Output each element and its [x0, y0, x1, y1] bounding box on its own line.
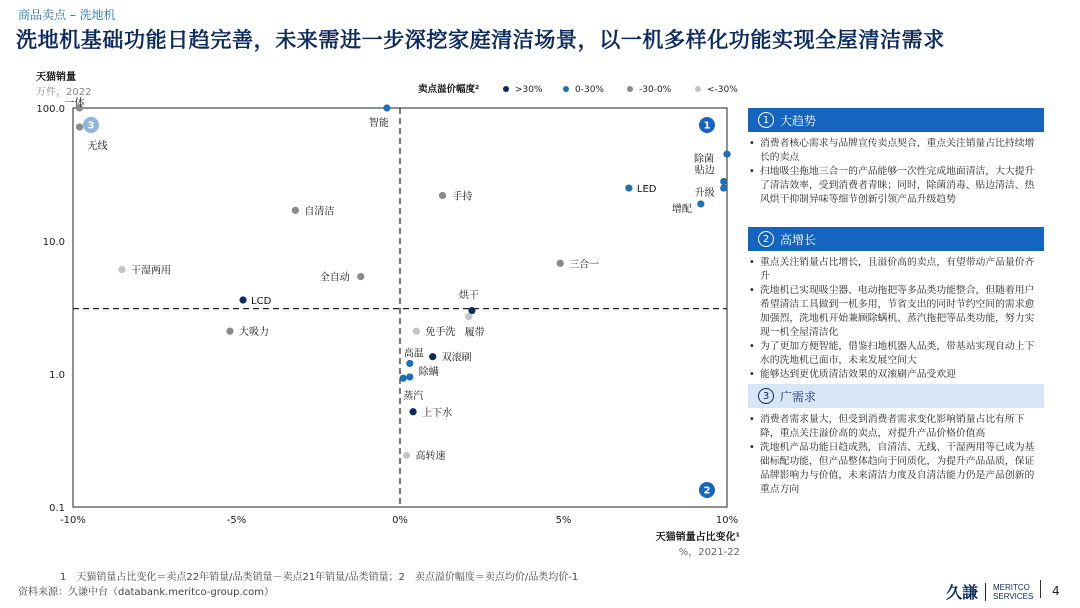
- quadrant-badge-number: 3: [87, 120, 95, 132]
- data-point: [226, 328, 233, 335]
- page-divider: [1040, 580, 1041, 598]
- legend-title: 卖点溢价幅度²: [418, 84, 480, 95]
- logo-english: MERITCO SERVICES: [993, 582, 1034, 601]
- x-tick-label: -10%: [60, 515, 86, 526]
- data-point-label: 双滚刷: [441, 352, 472, 364]
- y-tick-label: 100.0: [36, 104, 65, 115]
- data-point-label: 履带: [464, 327, 485, 339]
- data-point: [465, 313, 472, 320]
- panel-trend-heading: 大趋势: [780, 113, 817, 128]
- legend-marker: [563, 86, 569, 92]
- quadrant-badge-number: 2: [703, 485, 711, 497]
- data-point-label: 高转速: [415, 451, 446, 463]
- data-point-label: 高温: [403, 348, 424, 360]
- y-tick-label: 0.1: [49, 503, 65, 514]
- data-point-label: 除螨: [418, 366, 439, 378]
- data-point-label: 除菌: [694, 154, 714, 166]
- breadcrumb: 商品卖点 – 洗地机: [18, 8, 116, 22]
- panel-trend: [748, 108, 1044, 207]
- panel-trend-bullet-2: • 扫地吸尘拖地三合一的产品能够一次性完成地面清洁，大大提升了清洁效率，受到消费者青睐；同时，除菌消毒、贴边清洁、热风烘干抑制异味等细节创新引领产品升级趋势: [748, 165, 1044, 207]
- panel-growth: [748, 227, 1044, 382]
- panel-growth-bullet-2: • 洗地机已实现吸尘器、电动拖把等多品类功能整合，但随着用户希望清洁工具做到一机多用，节省支出的同时节约空间的需求愈加强烈，洗地机开始兼顾除螨机、蒸汽拖把等品类功能，努力实现一机全屋清洁化: [748, 284, 1044, 340]
- data-point: [383, 104, 390, 111]
- data-point: [557, 260, 564, 267]
- data-point-label: 自清洁: [304, 206, 335, 218]
- data-point-label: 免手洗: [425, 327, 456, 339]
- data-point-label: 烘干: [458, 290, 479, 302]
- footnote: 1 天猫销量占比变化＝卖点22年销量/品类销量－卖点21年销量/品类销量；2 卖点溢价幅度＝卖点均价/品类均价-1: [60, 572, 579, 583]
- quadrant-badge-number: 1: [703, 120, 711, 132]
- data-point-label: LED: [636, 184, 657, 196]
- page-number: 4: [1052, 584, 1060, 598]
- data-point-label: 贴边: [694, 165, 715, 177]
- panel-demand: [748, 384, 1044, 497]
- legend-label: -30-0%: [639, 85, 672, 95]
- data-point: [406, 360, 413, 367]
- data-point-label: 上下水: [422, 407, 453, 419]
- x-tick-label: -5%: [226, 515, 247, 526]
- legend-label: >30%: [515, 85, 543, 95]
- source-note: 资料来源：久谦中台（databank.meritco-group.com）: [18, 587, 275, 598]
- data-point: [118, 266, 125, 273]
- data-point: [625, 184, 632, 191]
- panel-trend-bullet-1: • 消费者核心需求与品牌宣传卖点契合，重点关注销量占比持续增长的卖点: [748, 137, 1044, 165]
- data-point: [720, 184, 727, 191]
- panel-demand-bullet-2: • 洗地机产品功能日趋成熟，自清洁、无线、干湿两用等已成为基础标配功能，但产品整体趋向于同质化，为提升产品品质，保证品牌影响力与价值，未来清洁力度及自清洁能力仍是产品创新的重点方向: [748, 441, 1044, 497]
- panel-growth-header: [748, 227, 1044, 251]
- data-point-label: 蒸汽: [403, 391, 424, 403]
- legend-marker: [627, 86, 633, 92]
- logo-chinese: 久謙: [946, 583, 979, 602]
- x-tick-label: 0%: [392, 515, 408, 526]
- company-logo: [946, 580, 1033, 603]
- legend-label: <-30%: [707, 85, 738, 95]
- page-title: 洗地机基础功能日趋完善，未来需进一步深挖家庭清洁场景，以一机多样化功能实现全屋清洁需求: [16, 28, 945, 52]
- data-point-label: 升级: [694, 188, 715, 200]
- data-point-label: LCD: [251, 296, 272, 308]
- data-point-label: 大吸力: [238, 327, 269, 339]
- panel-demand-bullet-1: • 消费者需求量大，但受到消费者需求变化影响销量占比有所下降，重点关注溢价高的卖点，对提升产品价格价值高: [748, 413, 1044, 441]
- x-tick-label: 5%: [555, 515, 572, 526]
- panel-trend-number: 1: [758, 112, 774, 128]
- panel-growth-bullet-1: • 重点关注销量占比增长，且溢价高的卖点，有望带动产品量价齐升: [748, 256, 1044, 284]
- x-axis-label: 天猫销量占比变化¹: [655, 532, 740, 543]
- x-tick-label: 10%: [715, 515, 739, 526]
- legend-marker: [695, 86, 701, 92]
- data-point: [357, 273, 364, 280]
- data-point: [697, 200, 704, 207]
- data-point: [76, 123, 83, 130]
- data-point: [406, 373, 413, 380]
- data-point: [413, 328, 420, 335]
- data-point: [439, 192, 446, 199]
- panel-demand-number: 3: [758, 388, 774, 404]
- y-tick-label: 1.0: [49, 370, 65, 381]
- y-tick-label: 10.0: [42, 237, 65, 248]
- data-point-label: 三合一: [569, 259, 600, 271]
- data-point: [429, 353, 436, 360]
- legend-marker: [503, 86, 509, 92]
- data-point: [239, 296, 246, 303]
- data-point: [720, 178, 727, 185]
- data-point-label: 全自动: [319, 272, 350, 284]
- x-axis-sublabel: %，2021-22: [678, 547, 740, 558]
- data-point-label: 一体: [64, 98, 85, 109]
- panel-trend-header: [748, 108, 1044, 132]
- panel-demand-header: [748, 384, 1044, 408]
- data-point: [292, 207, 299, 214]
- plot-frame: [73, 108, 727, 507]
- logo-divider: [985, 583, 986, 601]
- panel-growth-bullet-3: • 为了更加方便智能，借鉴扫地机器人品类，带基站实现自动上下水的洗地机已面市，未来发展空间大: [748, 340, 1044, 368]
- panel-growth-bullet-4: • 能够达到更优质清洁效果的双滚刷产品受欢迎: [748, 368, 1044, 382]
- panel-growth-heading: 高增长: [780, 232, 817, 247]
- panel-demand-heading: 广需求: [780, 389, 817, 404]
- data-point-label: 无线: [87, 140, 108, 152]
- data-point-label: 干湿两用: [131, 265, 172, 277]
- y-axis-label: 天猫销量: [36, 72, 76, 83]
- panel-growth-number: 2: [758, 231, 774, 247]
- data-point-label: 手持: [452, 191, 473, 203]
- data-point: [723, 151, 730, 158]
- data-point-label: 增配: [671, 203, 692, 215]
- y-axis-sublabel: 万件，2022: [36, 87, 92, 98]
- data-point: [400, 375, 407, 382]
- data-point: [403, 452, 410, 459]
- data-point: [468, 307, 475, 314]
- legend-label: 0-30%: [575, 85, 604, 95]
- data-point: [409, 408, 416, 415]
- data-point-label: 智能: [368, 118, 389, 129]
